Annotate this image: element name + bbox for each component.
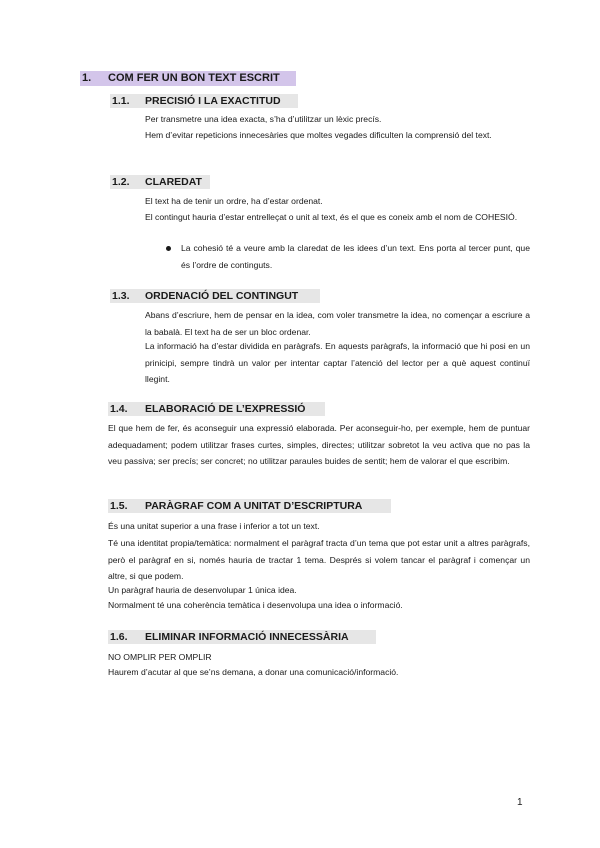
heading-1-5-number: 1.5. — [110, 500, 128, 512]
heading-1-2 — [110, 175, 210, 189]
paragraph: És una unitat superior a una frase i inferior a tot un text. — [108, 521, 320, 531]
heading-1-title: COM FER UN BON TEXT ESCRIT — [108, 72, 280, 84]
heading-1-4-number: 1.4. — [110, 403, 128, 415]
paragraph: Haurem d’acutar al que se’ns demana, a donar una comunicació/informació. — [108, 667, 399, 677]
heading-1-4 — [108, 402, 325, 416]
heading-1-5 — [108, 499, 391, 513]
paragraph: El text ha de tenir un ordre, ha d’estar ordenat. — [145, 196, 323, 206]
heading-1-4-title: ELABORACIÓ DE L’EXPRESSIÓ — [145, 403, 306, 415]
bullet-text: La cohesió té a veure amb la claredat de les idees d’un text. Ens porta al tercer punt, que és l’ordre de continguts. — [181, 243, 530, 270]
heading-1-number: 1. — [82, 72, 92, 84]
paragraph: Hem d’evitar repeticions innecesàries que moltes vegades dificulten la comprensió del text. — [145, 130, 492, 140]
heading-1-1-number: 1.1. — [112, 95, 130, 107]
heading-1-1 — [110, 94, 298, 108]
heading-1-1-title: PRECISIÓ I LA EXACTITUD — [145, 95, 281, 107]
heading-1-5-title: PARÀGRAF COM A UNITAT D’ESCRIPTURA — [145, 500, 363, 512]
paragraph: Un paràgraf hauria de desenvolupar 1 única idea. — [108, 585, 297, 595]
page-number: 1 — [517, 797, 523, 808]
paragraph: El que hem de fer, és aconseguir una expressió elaborada. Per aconseguir-ho, per exemple, hem de puntuar adequadament; podem utilitzar frases curtes, simples, directes; utilitzar sobretot la veu activa que no pas la veu passiva; ser precís; ser concret; no utilitzar paraules buides de sentit; hem de valorar el que escribim. — [108, 423, 530, 466]
heading-1-3 — [110, 289, 320, 303]
bullet-dot-icon — [166, 246, 171, 251]
paragraph: Abans d’escriure, hem de pensar en la idea, com voler transmetre la idea, no començar a escriure a la babalà. El text ha de ser un bloc ordenar. — [145, 310, 530, 337]
heading-1-2-title: CLAREDAT — [145, 176, 202, 188]
paragraph: Per transmetre una idea exacta, s’ha d’utilitzar un lèxic precís. — [145, 114, 382, 124]
heading-1-6-title: ELIMINAR INFORMACIÓ INNECESSÀRIA — [145, 631, 349, 643]
paragraph: La informació ha d’estar dividida en paràgrafs. En aquests paràgrafs, la informació que hi posi en un prinicipi, sempre tindrà un valor per intentar captar l’atenció del lector per a què aquest continuï llegint. — [145, 341, 530, 384]
paragraph: NO OMPLIR PER OMPLIR — [108, 652, 212, 662]
paragraph: El contingut hauria d’estar entrelleçat o unit al text, és el que es coneix amb el nom de COHESIÓ. — [145, 212, 518, 222]
heading-1-3-number: 1.3. — [112, 290, 130, 302]
heading-1-6-number: 1.6. — [110, 631, 128, 643]
paragraph: Normalment té una coherència temàtica i desenvolupa una idea o informació. — [108, 600, 403, 610]
heading-1-2-number: 1.2. — [112, 176, 130, 188]
heading-1-3-title: ORDENACIÓ DEL CONTINGUT — [145, 290, 299, 302]
heading-1 — [80, 71, 296, 86]
heading-1-6 — [108, 630, 376, 644]
paragraph: Té una identitat propia/temàtica: normalment el paràgraf tracta d’un tema que pot estar unit a altres paràgrafs, però el paràgraf en si, només hauria de tractar 1 tema. Després si volem tancar el paràgraf i començar un altre, si que podem. — [108, 538, 530, 581]
